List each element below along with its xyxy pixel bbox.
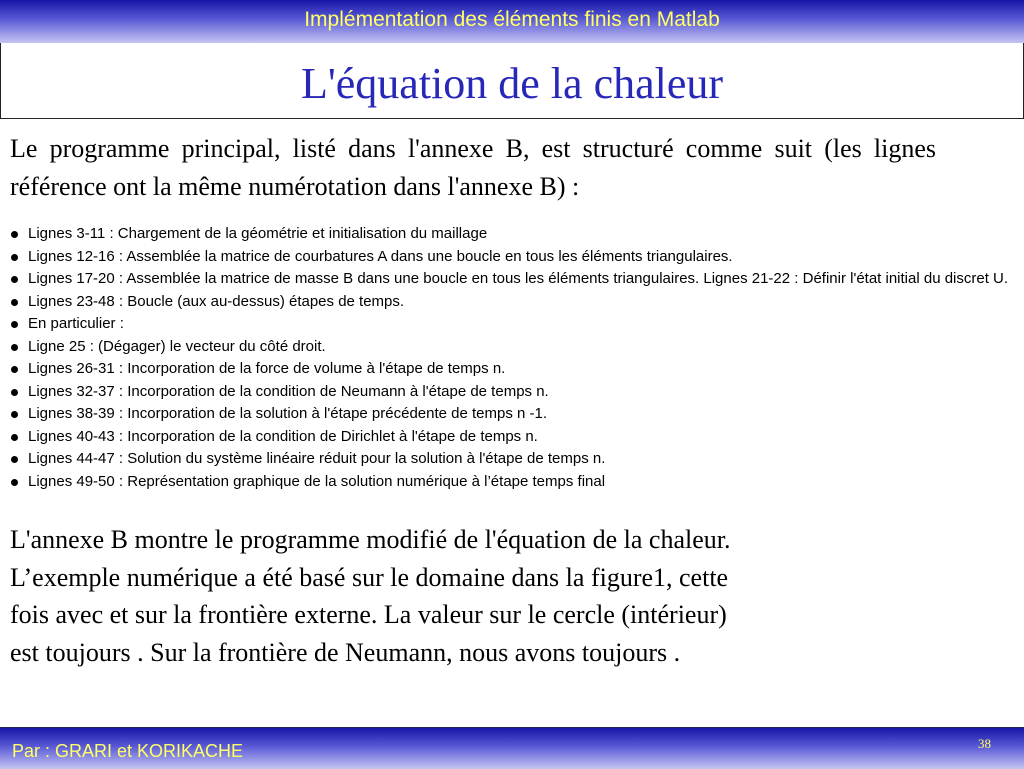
- bullet-icon: [11, 231, 18, 238]
- outro-line: L’exemple numérique a été basé sur le domaine dans la figure1, cette: [10, 562, 729, 592]
- list-item-text: Lignes 26-31 : Incorporation de la force de volume à l'étape de temps n.: [28, 360, 506, 377]
- list-item-text: En particulier :: [28, 315, 124, 332]
- list-item-text: Lignes 12-16 : Assemblée la matrice de courbatures A dans une boucle en tous les éléments triangulaires.: [28, 247, 733, 265]
- list-item: [10, 291, 1015, 314]
- list-item-text: Lignes 38-39 : Incorporation de la solution à l'étape précédente de temps n -1.: [28, 405, 548, 422]
- list-item-text: Lignes 3-11 : Chargement de la géométrie et initialisation du maillage: [28, 225, 488, 242]
- bullet-icon: [11, 344, 18, 351]
- bullet-icon: [11, 321, 18, 328]
- header-text: Implémentation des éléments finis en Matlab: [304, 8, 720, 31]
- list-item-text: Lignes 23-48 : Boucle (aux au-dessus) étapes de temps.: [28, 292, 405, 310]
- list-item-text: Lignes 40-43 : Incorporation de la condition de Dirichlet à l'étape de temps n.: [28, 427, 538, 445]
- slide-title: L'équation de la chaleur: [300, 59, 724, 108]
- list-item: [10, 471, 1015, 494]
- list-item: [10, 403, 1015, 426]
- bullet-icon: [11, 389, 18, 396]
- page-number: 38: [978, 736, 991, 751]
- outro-line: est toujours . Sur la frontière de Neumann, nous avons toujours .: [10, 637, 681, 667]
- list-item-text: Ligne 25 : (Dégager) le vecteur du côté droit.: [28, 337, 326, 355]
- list-item: [10, 381, 1015, 404]
- footer-bar: [0, 727, 1024, 769]
- bullet-icon: [11, 254, 18, 261]
- list-item: [10, 336, 1015, 359]
- list-item-text: Lignes 32-37 : Incorporation de la condition de Neumann à l'étape de temps n.: [28, 382, 549, 400]
- list-item-text: Lignes 17-20 : Assemblée la matrice de masse B dans une boucle en tous les éléments triangulaires. Lignes 21-22 : Définir l'état initial du discret U.: [28, 270, 1009, 287]
- list-item-text: Lignes 49-50 : Représentation graphique de la solution numérique à l’étape temps final: [28, 472, 606, 490]
- bullet-icon: [11, 366, 18, 373]
- list-item: [10, 246, 1015, 269]
- intro-paragraph: Le programme principal, listé dans l'annexe B, est structuré comme suit (les lignes référence ont la même numérotation dans l'annexe B) :: [10, 134, 936, 201]
- list-item: [10, 426, 1015, 449]
- list-item: [10, 313, 1015, 336]
- list-item: [10, 358, 1015, 381]
- list-item: [10, 223, 1015, 246]
- outro-line: fois avec et sur la frontière externe. La valeur sur le cercle (intérieur): [10, 600, 727, 629]
- title-box: [0, 43, 1024, 119]
- bullet-icon: [11, 276, 18, 283]
- bullet-icon: [11, 299, 18, 306]
- outro-paragraph: [10, 521, 936, 671]
- bullet-icon: [11, 434, 18, 441]
- header-bar: [0, 0, 1024, 44]
- list-item: [10, 268, 1015, 291]
- bullet-icon: [11, 456, 18, 463]
- bullet-icon: [11, 479, 18, 486]
- bullet-list: [10, 223, 1015, 493]
- outro-line: L'annexe B montre le programme modifié de l'équation de la chaleur.: [10, 525, 731, 554]
- list-item: [10, 448, 1015, 471]
- footer-authors: Par : GRARI et KORIKACHE: [12, 741, 244, 761]
- bullet-icon: [11, 411, 18, 418]
- list-item-text: Lignes 44-47 : Solution du système linéaire réduit pour la solution à l'étape de temps n.: [28, 450, 606, 467]
